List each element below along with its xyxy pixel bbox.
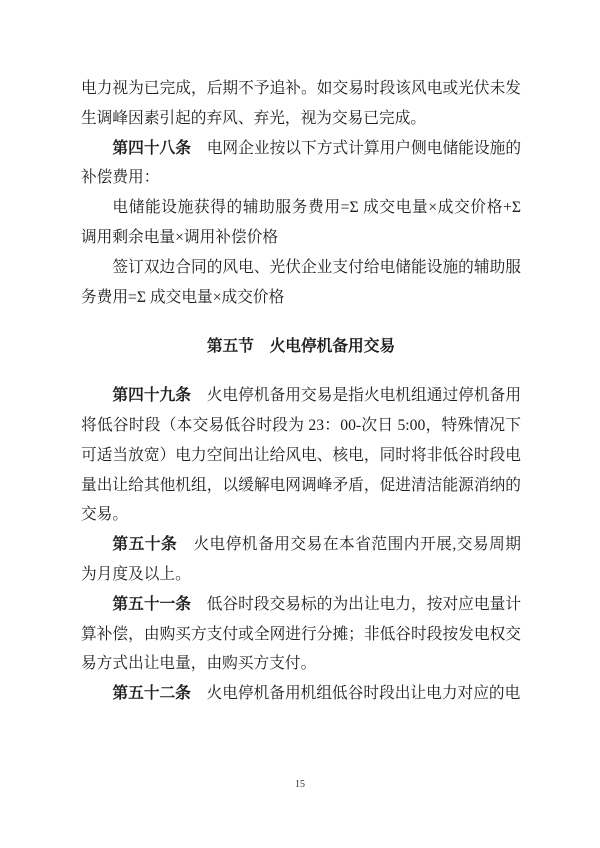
paragraph [81,381,521,530]
paragraph [81,74,521,134]
section-heading: 第五节 火电停机备用交易 [206,338,396,356]
paragraph [81,679,521,709]
paragraph [81,590,521,679]
page-number: 15 [295,779,305,790]
paragraph [81,530,521,590]
page-content [81,74,521,709]
paragraph-formula [81,193,521,253]
article-number: 第四十九条 [112,387,207,405]
paragraph-text: 电储能设施获得的辅助服务费用=Σ 成交电量×成交价格+Σ 调用剩余电量×调用补偿价格 [81,199,521,246]
article-number: 第五十条 [112,536,194,554]
paragraph-text: 电力视为已完成，后期不予追补。如交易时段该风电或光伏未发生调峰因素引起的弃风、弃光，视为交易已完成。 [81,80,521,127]
paragraph-text: 火电停机备用机组低谷时段出让电力对应的电 [206,685,521,703]
article-number: 第五十二条 [112,685,207,703]
paragraph-text: 签订双边合同的风电、光伏企业支付给电储能设施的辅助服务费用=Σ 成交电量×成交价格 [81,258,521,306]
paragraph-text: 低谷时段交易标的为出让电力，按对应电量计算补偿，由购买方支付或全网进行分摊；非低谷时段按发电权交易方式出让电量，由购买方支付。 [81,595,522,673]
paragraph-formula [81,253,521,313]
paragraph-text: 火电停机备用交易在本省范围内开展,交易周期为月度及以上。 [81,536,521,583]
paragraph-text: 火电停机备用交易是指火电机组通过停机备用将低谷时段（本交易低谷时段为 23：00-次日 5:00，特殊情况下可适当放宽）电力空间出让给风电、核电，同时将非低谷时段电量出让给其他机组，以缓解电网调峰矛盾，促进清洁能源消纳的交易。 [81,387,522,524]
article-number: 第五十一条 [112,595,207,613]
paragraph-text: 电网企业按以下方式计算用户侧电储能设施的补偿费用： [81,139,522,187]
paragraph [81,134,521,194]
article-number: 第四十八条 [112,139,207,157]
